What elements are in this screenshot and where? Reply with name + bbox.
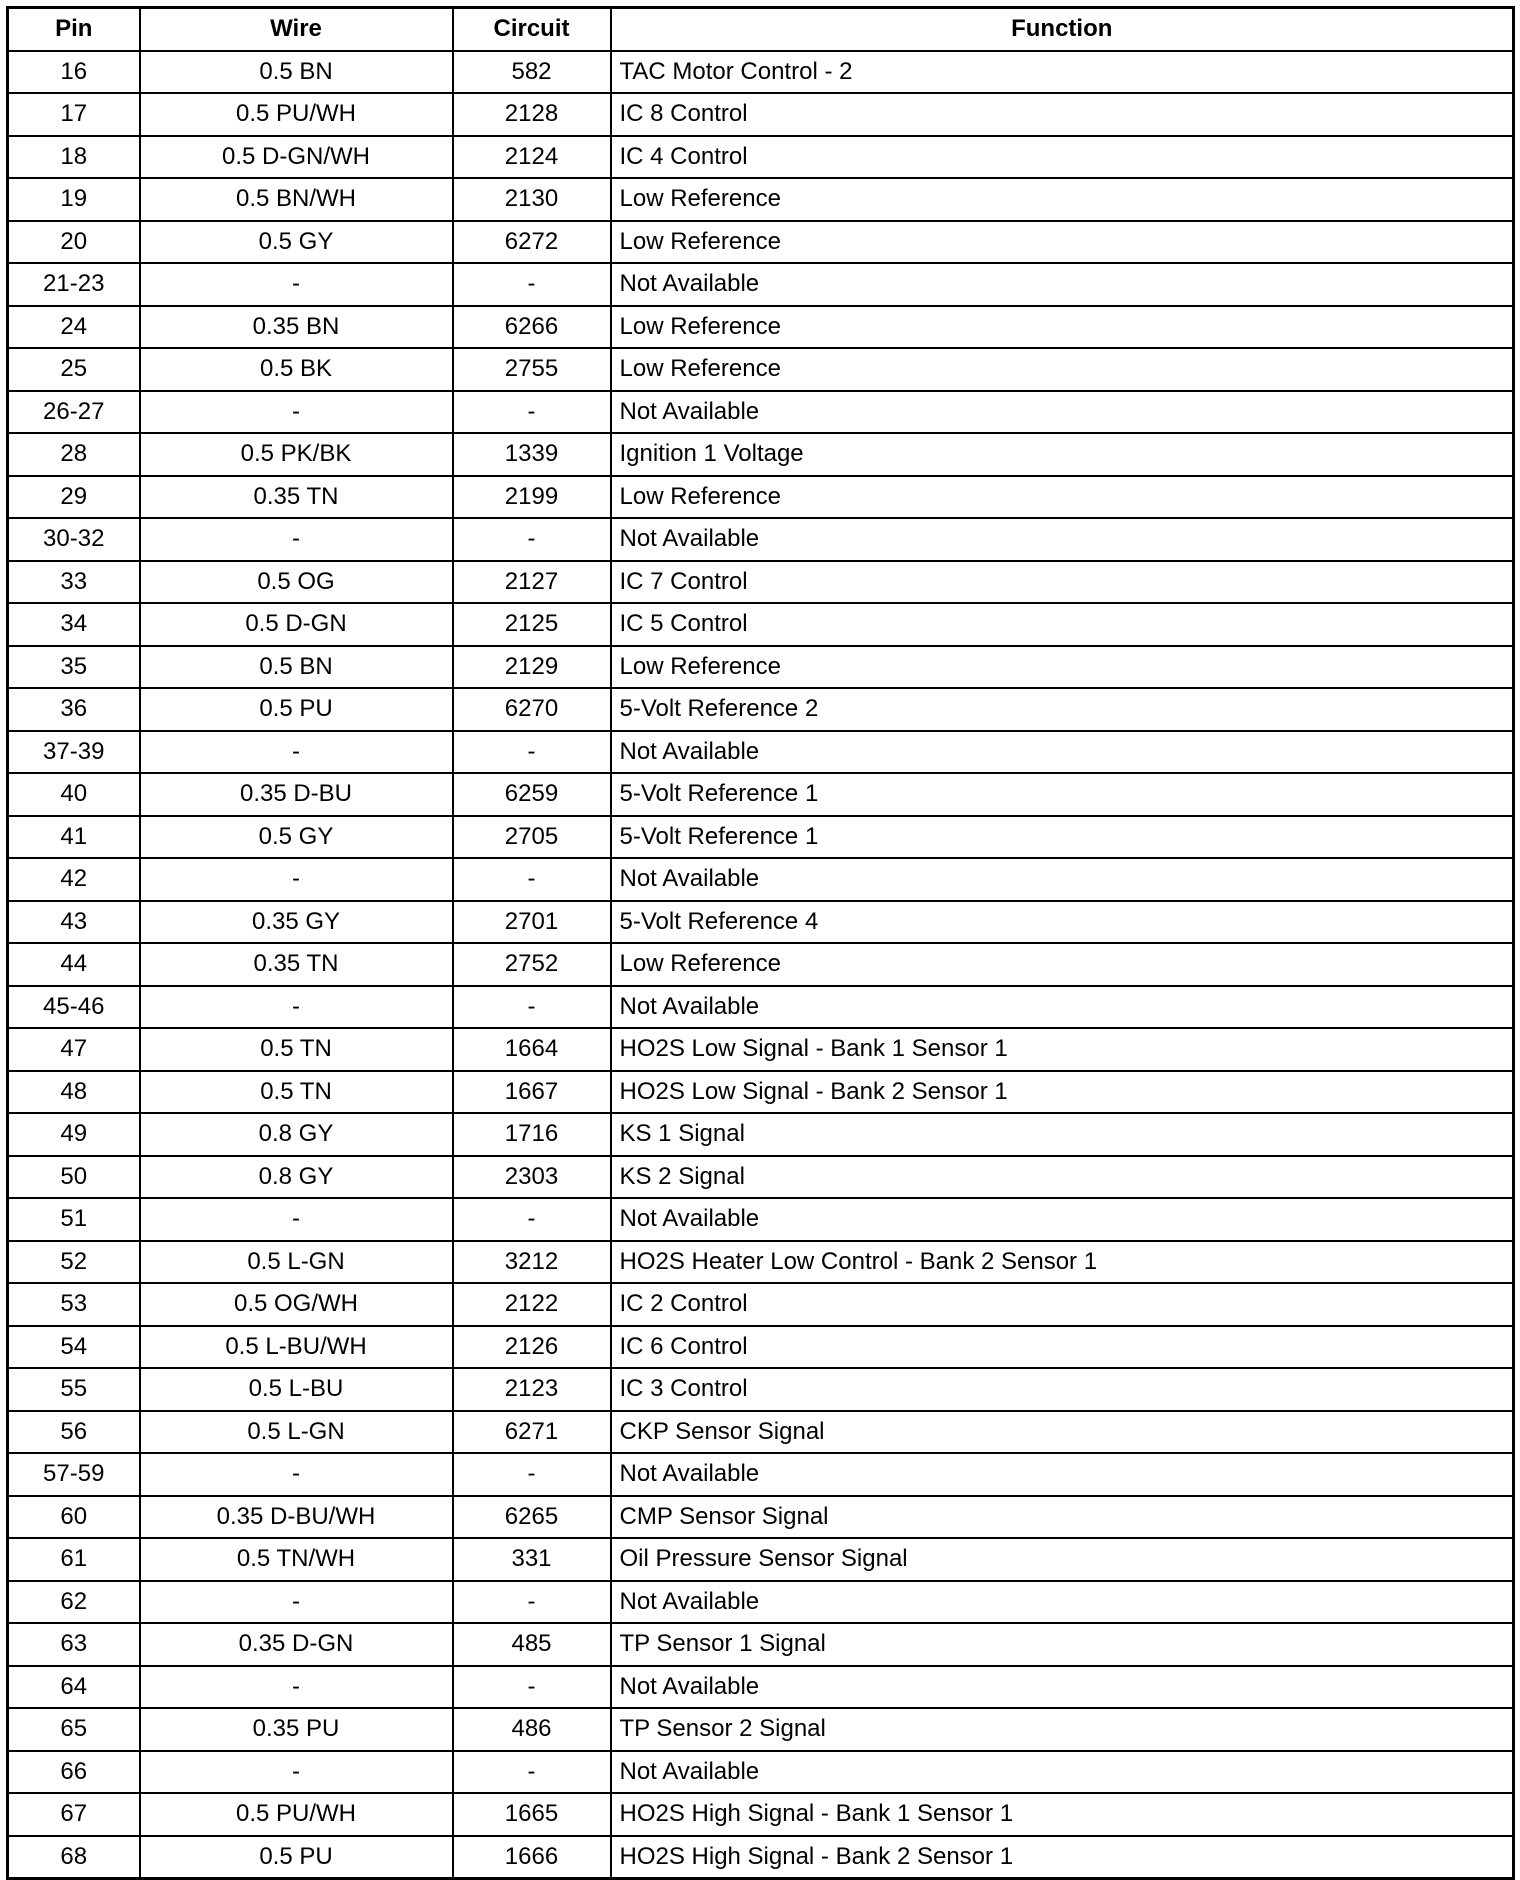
pin-cell: 36 [8,688,140,731]
table-row [8,1241,1514,1284]
table-row [8,221,1514,264]
function-cell: Oil Pressure Sensor Signal [611,1538,1514,1581]
pin-cell: 37-39 [8,731,140,774]
circuit-cell: 6266 [453,306,611,349]
wire-cell: - [140,391,453,434]
circuit-cell: 1667 [453,1071,611,1114]
wire-cell: 0.5 L-GN [140,1411,453,1454]
circuit-cell: 1664 [453,1028,611,1071]
pin-cell: 53 [8,1283,140,1326]
pin-cell: 34 [8,603,140,646]
circuit-cell: 2128 [453,93,611,136]
circuit-cell: 6271 [453,1411,611,1454]
pin-cell: 68 [8,1836,140,1879]
circuit-cell: 1339 [453,433,611,476]
header-row [8,8,1514,51]
table-row [8,1156,1514,1199]
circuit-cell: 582 [453,51,611,94]
function-cell: HO2S Heater Low Control - Bank 2 Sensor 1 [611,1241,1514,1284]
wire-cell: 0.5 OG/WH [140,1283,453,1326]
pin-cell: 33 [8,561,140,604]
function-cell: Not Available [611,1666,1514,1709]
pin-cell: 61 [8,1538,140,1581]
function-cell: TP Sensor 1 Signal [611,1623,1514,1666]
table-row [8,1368,1514,1411]
wire-cell: 0.5 PU [140,688,453,731]
table-row [8,1411,1514,1454]
pin-cell: 43 [8,901,140,944]
table-row [8,1666,1514,1709]
table-row [8,476,1514,519]
circuit-cell: - [453,1581,611,1624]
pin-cell: 20 [8,221,140,264]
table-row [8,93,1514,136]
circuit-cell: 2303 [453,1156,611,1199]
wire-cell: 0.8 GY [140,1113,453,1156]
wire-cell: - [140,518,453,561]
function-cell: CKP Sensor Signal [611,1411,1514,1454]
circuit-cell: 2199 [453,476,611,519]
table-row [8,773,1514,816]
pin-cell: 55 [8,1368,140,1411]
pin-cell: 65 [8,1708,140,1751]
circuit-cell: - [453,1751,611,1794]
function-cell: Low Reference [611,306,1514,349]
circuit-cell: 2755 [453,348,611,391]
table-row [8,731,1514,774]
wire-cell: 0.35 TN [140,476,453,519]
wire-cell: - [140,263,453,306]
pin-cell: 26-27 [8,391,140,434]
function-cell: Ignition 1 Voltage [611,433,1514,476]
pin-cell: 28 [8,433,140,476]
table-row [8,816,1514,859]
wire-cell: 0.35 GY [140,901,453,944]
header-pin: Pin [8,8,140,51]
table-row [8,561,1514,604]
pin-cell: 24 [8,306,140,349]
function-cell: KS 1 Signal [611,1113,1514,1156]
table-row [8,1538,1514,1581]
wire-cell: 0.5 GY [140,816,453,859]
circuit-cell: 2752 [453,943,611,986]
wire-cell: - [140,858,453,901]
circuit-cell: 1665 [453,1793,611,1836]
circuit-cell: 2125 [453,603,611,646]
wire-cell: 0.5 BN/WH [140,178,453,221]
wire-cell: - [140,731,453,774]
table-row [8,1283,1514,1326]
function-cell: 5-Volt Reference 1 [611,816,1514,859]
pin-cell: 21-23 [8,263,140,306]
pin-cell: 30-32 [8,518,140,561]
wire-cell: 0.5 D-GN/WH [140,136,453,179]
table-row [8,1071,1514,1114]
function-cell: Not Available [611,1453,1514,1496]
circuit-cell: 3212 [453,1241,611,1284]
pin-cell: 64 [8,1666,140,1709]
function-cell: TAC Motor Control - 2 [611,51,1514,94]
pin-cell: 47 [8,1028,140,1071]
pin-cell: 45-46 [8,986,140,1029]
table-row [8,646,1514,689]
function-cell: Not Available [611,1581,1514,1624]
table-row [8,858,1514,901]
function-cell: Low Reference [611,348,1514,391]
circuit-cell: 2126 [453,1326,611,1369]
circuit-cell: - [453,391,611,434]
circuit-cell: 6270 [453,688,611,731]
table-row [8,943,1514,986]
function-cell: HO2S High Signal - Bank 2 Sensor 1 [611,1836,1514,1879]
function-cell: Not Available [611,263,1514,306]
function-cell: Not Available [611,1198,1514,1241]
function-cell: Not Available [611,518,1514,561]
pin-cell: 52 [8,1241,140,1284]
pin-cell: 49 [8,1113,140,1156]
pin-cell: 35 [8,646,140,689]
pin-cell: 19 [8,178,140,221]
circuit-cell: 1666 [453,1836,611,1879]
circuit-cell: 486 [453,1708,611,1751]
pin-cell: 17 [8,93,140,136]
circuit-cell: 6272 [453,221,611,264]
table-row [8,178,1514,221]
circuit-cell: - [453,1453,611,1496]
circuit-cell: 2129 [453,646,611,689]
pin-cell: 42 [8,858,140,901]
table-row [8,306,1514,349]
table-row [8,1113,1514,1156]
wire-cell: 0.5 PU/WH [140,93,453,136]
circuit-cell: 2124 [453,136,611,179]
table-row [8,391,1514,434]
circuit-cell: 6259 [453,773,611,816]
wire-cell: 0.5 PU/WH [140,1793,453,1836]
table-row [8,1453,1514,1496]
table-row [8,263,1514,306]
circuit-cell: - [453,263,611,306]
table-row [8,136,1514,179]
function-cell: Not Available [611,858,1514,901]
wire-cell: 0.35 D-BU [140,773,453,816]
function-cell: Not Available [611,986,1514,1029]
function-cell: IC 2 Control [611,1283,1514,1326]
pin-table [6,6,1515,1880]
wire-cell: 0.35 D-BU/WH [140,1496,453,1539]
pin-cell: 51 [8,1198,140,1241]
function-cell: IC 5 Control [611,603,1514,646]
pin-cell: 25 [8,348,140,391]
wire-cell: 0.35 D-GN [140,1623,453,1666]
function-cell: HO2S High Signal - Bank 1 Sensor 1 [611,1793,1514,1836]
table-row [8,1623,1514,1666]
table-row [8,1496,1514,1539]
wire-cell: 0.5 TN/WH [140,1538,453,1581]
function-cell: IC 8 Control [611,93,1514,136]
table-row [8,1326,1514,1369]
circuit-cell: 2130 [453,178,611,221]
wire-cell: 0.5 L-GN [140,1241,453,1284]
wire-cell: 0.5 BK [140,348,453,391]
table-row [8,433,1514,476]
table-row [8,348,1514,391]
circuit-cell: - [453,518,611,561]
wire-cell: 0.5 TN [140,1028,453,1071]
circuit-cell: - [453,1198,611,1241]
function-cell: Low Reference [611,943,1514,986]
pin-cell: 29 [8,476,140,519]
table-row [8,1581,1514,1624]
circuit-cell: 2123 [453,1368,611,1411]
table-row [8,1836,1514,1879]
circuit-cell: 331 [453,1538,611,1581]
circuit-cell: 2127 [453,561,611,604]
pin-cell: 63 [8,1623,140,1666]
table-row [8,688,1514,731]
header-circuit: Circuit [453,8,611,51]
table-row [8,986,1514,1029]
circuit-cell: - [453,986,611,1029]
wire-cell: - [140,1666,453,1709]
function-cell: IC 3 Control [611,1368,1514,1411]
table-row [8,51,1514,94]
wire-cell: 0.8 GY [140,1156,453,1199]
wire-cell: 0.5 OG [140,561,453,604]
circuit-cell: - [453,731,611,774]
pin-cell: 56 [8,1411,140,1454]
circuit-cell: - [453,858,611,901]
wire-cell: 0.5 PK/BK [140,433,453,476]
table-row [8,603,1514,646]
wire-cell: 0.5 GY [140,221,453,264]
circuit-cell: 2701 [453,901,611,944]
pin-cell: 41 [8,816,140,859]
function-cell: 5-Volt Reference 4 [611,901,1514,944]
function-cell: HO2S Low Signal - Bank 1 Sensor 1 [611,1028,1514,1071]
wire-cell: 0.5 L-BU [140,1368,453,1411]
wire-cell: 0.35 TN [140,943,453,986]
pin-cell: 67 [8,1793,140,1836]
table-row [8,1028,1514,1071]
header-wire: Wire [140,8,453,51]
wire-cell: 0.5 PU [140,1836,453,1879]
pin-cell: 60 [8,1496,140,1539]
function-cell: IC 6 Control [611,1326,1514,1369]
pin-cell: 48 [8,1071,140,1114]
function-cell: IC 4 Control [611,136,1514,179]
pin-cell: 40 [8,773,140,816]
wire-cell: 0.5 D-GN [140,603,453,646]
wire-cell: - [140,1751,453,1794]
wire-cell: 0.5 BN [140,646,453,689]
pin-cell: 57-59 [8,1453,140,1496]
circuit-cell: 2122 [453,1283,611,1326]
table-row [8,1708,1514,1751]
function-cell: TP Sensor 2 Signal [611,1708,1514,1751]
function-cell: CMP Sensor Signal [611,1496,1514,1539]
table-row [8,1198,1514,1241]
table-row [8,901,1514,944]
wire-cell: 0.35 BN [140,306,453,349]
function-cell: Not Available [611,731,1514,774]
wire-cell: 0.5 BN [140,51,453,94]
circuit-cell: 1716 [453,1113,611,1156]
function-cell: 5-Volt Reference 1 [611,773,1514,816]
function-cell: Low Reference [611,178,1514,221]
wire-cell: - [140,986,453,1029]
table-row [8,1793,1514,1836]
function-cell: Not Available [611,1751,1514,1794]
function-cell: Not Available [611,391,1514,434]
pin-cell: 62 [8,1581,140,1624]
function-cell: HO2S Low Signal - Bank 2 Sensor 1 [611,1071,1514,1114]
table-row [8,518,1514,561]
table-row [8,1751,1514,1794]
function-cell: IC 7 Control [611,561,1514,604]
wire-cell: - [140,1453,453,1496]
pin-cell: 66 [8,1751,140,1794]
pin-cell: 54 [8,1326,140,1369]
wire-cell: 0.5 TN [140,1071,453,1114]
pin-cell: 18 [8,136,140,179]
circuit-cell: 2705 [453,816,611,859]
pin-cell: 16 [8,51,140,94]
function-cell: Low Reference [611,476,1514,519]
circuit-cell: 6265 [453,1496,611,1539]
function-cell: 5-Volt Reference 2 [611,688,1514,731]
function-cell: Low Reference [611,221,1514,264]
pin-cell: 50 [8,1156,140,1199]
wire-cell: 0.35 PU [140,1708,453,1751]
header-function: Function [611,8,1514,51]
function-cell: KS 2 Signal [611,1156,1514,1199]
wire-cell: - [140,1581,453,1624]
wire-cell: - [140,1198,453,1241]
function-cell: Low Reference [611,646,1514,689]
wire-cell: 0.5 L-BU/WH [140,1326,453,1369]
circuit-cell: 485 [453,1623,611,1666]
circuit-cell: - [453,1666,611,1709]
pin-cell: 44 [8,943,140,986]
